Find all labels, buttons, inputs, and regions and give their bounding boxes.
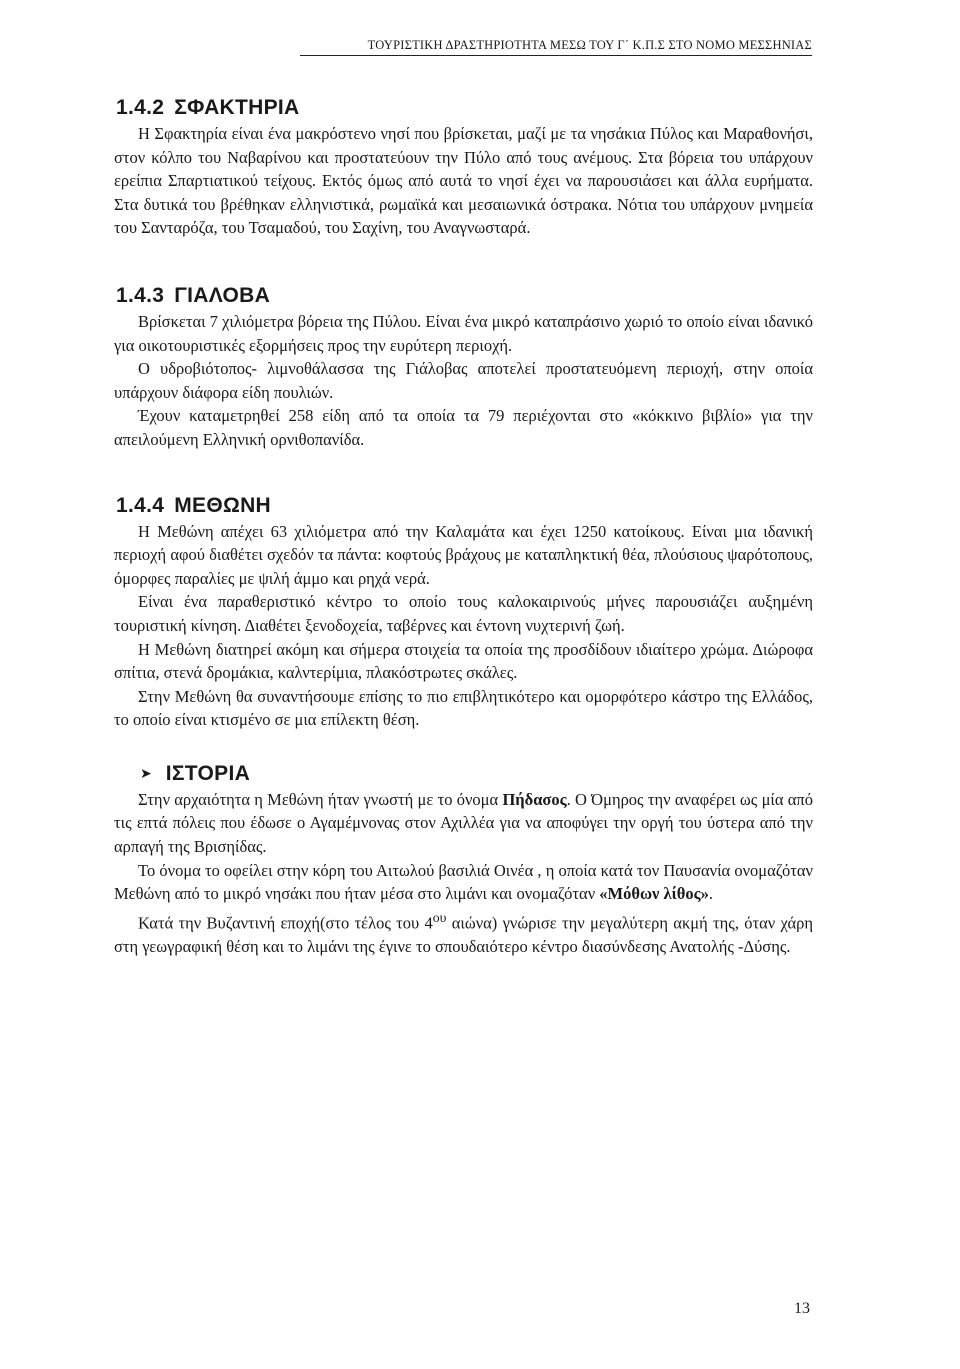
paragraph: Είναι ένα παραθεριστικό κέντρο το οποίο τους καλοκαιρινούς μήνες παρουσιάζει αυξημένη τουριστική κίνηση. Διαθέτει ξενοδοχεία, ταβέρνες και έντονη νυχτερινή ζωή. — [114, 592, 813, 635]
bold-term: «Μόθων λίθος» — [599, 884, 709, 904]
paragraph: Έχουν καταμετρηθεί 258 είδη από τα οποία τα 79 περιέχονται στο «κόκκινο βιβλίο» για την απειλούμενη Ελληνική ορνιθοπανίδα. — [114, 406, 813, 449]
section-heading — [116, 494, 813, 518]
page-content — [114, 96, 813, 959]
text-run: Στην αρχαιότητα η Μεθώνη ήταν γνωστή με το όνομα — [138, 789, 503, 809]
running-header — [300, 38, 812, 56]
section-sfaktiria — [114, 96, 813, 240]
paragraph — [114, 788, 813, 859]
bold-term: Πήδασος — [502, 789, 567, 809]
section-title: ΓΙΑΛΟΒΑ — [174, 283, 271, 307]
subsection-title: ΙΣΤΟΡΙΑ — [165, 761, 251, 785]
paragraph: Η Μεθώνη διατηρεί ακόμη και σήμερα στοιχεία τα οποία της προσδίδουν ιδιαίτερο χρώμα. Διώροφα σπίτια, στενά δρομάκια, καλντερίμια, πλακόστρωτες σκάλες. — [114, 639, 813, 683]
paragraph: Ο υδροβιότοπος- λιμνοθάλασσα της Γιάλοβας αποτελεί προστατευόμενη περιοχή, στην οποία υπάρχουν διάφορα είδη πουλιών. — [114, 359, 813, 402]
paragraph — [114, 859, 813, 906]
section-gialova — [114, 284, 813, 452]
text-run: Κατά την Βυζαντινή εποχή(στο τέλος του 4 — [138, 913, 433, 933]
page-number: 13 — [794, 1300, 810, 1317]
text-run: αιώνα) γνώρισε την μεγαλύτερη ακμή της, όταν χάρη στη γεωγραφική θέση και το λιμάνι της έγινε το σπουδαιότερο κέντρο διασύνδεσης Ανατολής -Δύσης. — [114, 913, 813, 956]
section-number: 1.4.4 — [116, 493, 165, 517]
subsection-heading — [140, 762, 813, 786]
paragraph: Στην Μεθώνη θα συναντήσουμε επίσης το πιο επιβλητικότερο και ομορφότερο κάστρο της Ελλάδος, το οποίο είναι κτισμένο σε μια επίλεκτη θέση. — [114, 686, 813, 730]
section-heading — [116, 284, 813, 308]
section-number: 1.4.3 — [116, 283, 165, 307]
section-title: ΜΕΘΩΝΗ — [174, 493, 272, 517]
paragraph: Η Σφακτηρία είναι ένα μακρόστενο νησί που βρίσκεται, μαζί με τα νησάκια Πύλος και Μαραθονήσι, στον κόλπο του Ναβαρίνου και προστατεύουν την Πύλο από τους ανέμους. Στα βόρεια του υπάρχουν ερείπια Σπαρτιατικού τείχους. Εκτός όμως από αυτά το νησί έχει να παρουσιάσει και άλλα ευρήματα. Στα δυτικά του βρέθηκαν ελληνιστικά, ρωμαϊκά και μεσαιωνικά όστρακα. Νότια του υπάρχουν μνημεία του Σανταρόζα, του Τσαμαδού, του Σαχίνη, του Αναγνωσταρά. — [114, 124, 813, 238]
paragraph: Η Μεθώνη απέχει 63 χιλιόμετρα από την Καλαμάτα και έχει 1250 κατοίκους. Είναι μια ιδανική περιοχή αφού διαθέτει σχεδόν τα πάντα: κοφτούς βράχους με καταπληκτική θέα, πλούσιους ψαρότοπους, όμορφες παραλίες με ψιλή άμμο και ρηχά νερά. — [114, 521, 813, 588]
text-run: . — [708, 884, 713, 904]
section-istoria — [114, 762, 813, 959]
paragraph — [114, 906, 813, 959]
section-number: 1.4.2 — [116, 96, 165, 119]
section-methoni — [114, 494, 813, 732]
text-run: Το όνομα το οφείλει στην κόρη του Αιτωλού βασιλιά Οινέα , η οποία κατά τον Παυσανία ονομαζόταν Μεθώνη από το μικρό νησάκι που ήταν μέσα στο λιμάνι και ονομαζόταν — [114, 860, 813, 904]
arrowhead-bullet-icon: ➤ — [140, 765, 152, 782]
paragraph: Βρίσκεται 7 χιλιόμετρα βόρεια της Πύλου. Είναι ένα μικρό καταπράσινο χωριό το οποίο είναι ιδανικό για οικοτουριστικές εξορμήσεις προς την ευρύτερη περιοχή. — [114, 311, 813, 355]
superscript: ου — [432, 909, 447, 925]
running-header-text: ΤΟΥΡΙΣΤΙΚΗ ΔΡΑΣΤΗΡΙΟΤΗΤΑ ΜΕΣΩ ΤΟΥ Γ΄ Κ.Π.Σ ΣΤΟ ΝΟΜΟ ΜΕΣΣΗΝΙΑΣ — [367, 38, 812, 52]
section-heading — [116, 96, 813, 120]
section-title: ΣΦΑΚΤΗΡΙΑ — [174, 96, 300, 119]
text-run: . Ο Όμηρος την αναφέρει ως μία από τις επτά πόλεις που έδωσε ο Αγαμέμνονας στον Αχιλλέα για να αποφύγει την οργή του ύστερα από την αρπαγή της Βρισηίδας. — [114, 789, 813, 857]
